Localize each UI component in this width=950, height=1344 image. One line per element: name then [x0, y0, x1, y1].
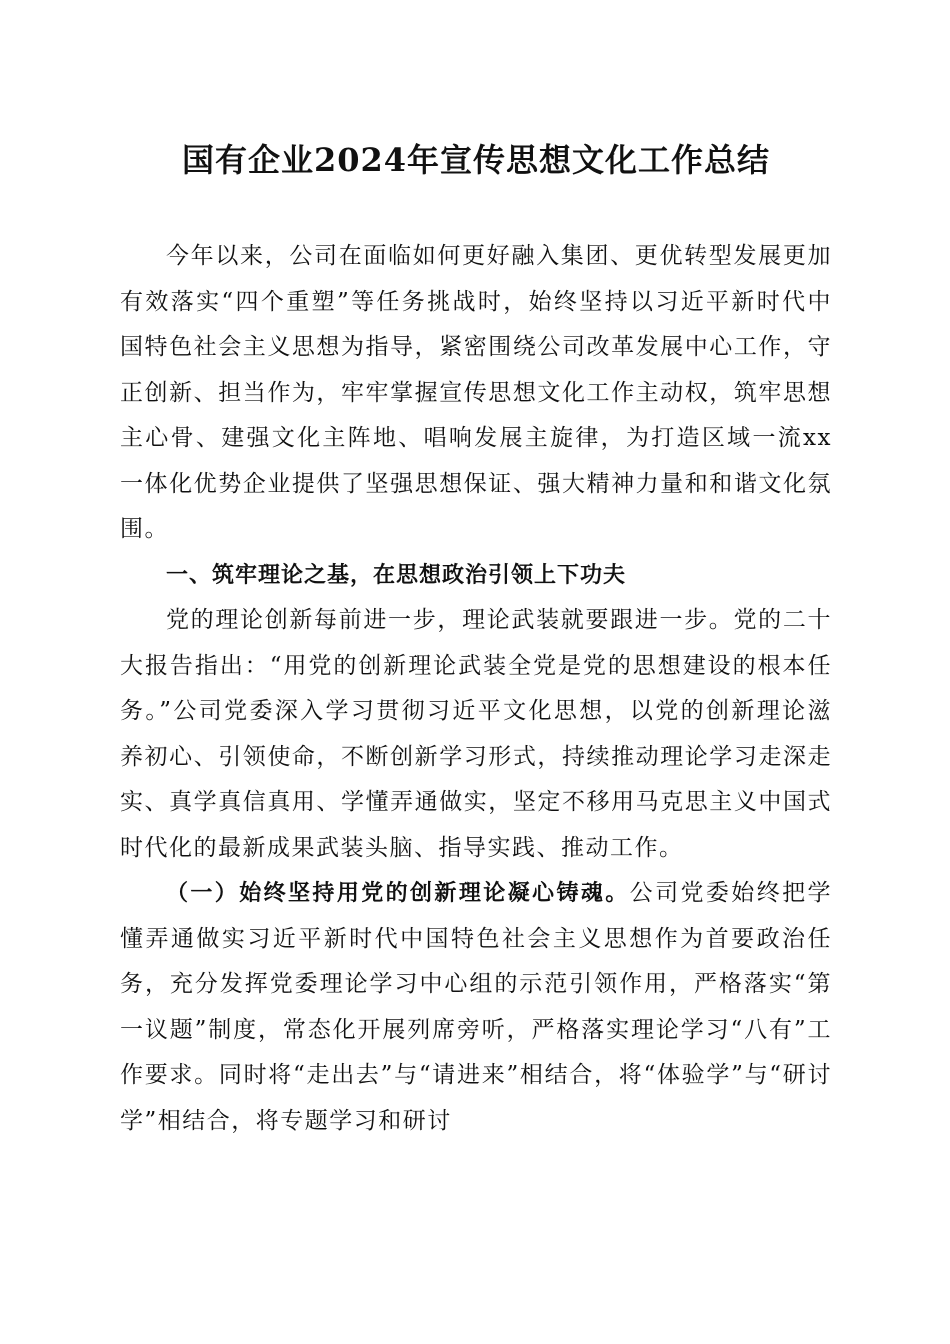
document-body	[120, 234, 832, 1144]
subsection-1-paragraph	[120, 871, 832, 1144]
document-title: 国有企业2024年宣传思想文化工作总结	[181, 141, 771, 179]
intro-paragraph: 今年以来，公司在面临如何更好融入集团、更优转型发展更加有效落实“四个重塑”等任务挑战时，始终坚持以习近平新时代中国特色社会主义思想为指导，紧密围绕公司改革发展中心工作，守正创新、担当作为，牢牢掌握宣传思想文化工作主动权，筑牢思想主心骨、建强文化主阵地、唱响发展主旋律，为打造区域一流xx一体化优势企业提供了坚强思想保证、强大精神力量和和谐文化氛围。	[120, 243, 832, 542]
section-heading-1: 一、筑牢理论之基，在思想政治引领上下功夫	[166, 562, 627, 588]
subsection-1-lead: （一）始终坚持用党的创新理论凝心铸魂。	[166, 881, 630, 906]
section-1-paragraph: 党的理论创新每前进一步，理论武装就要跟进一步。党的二十大报告指出：“用党的创新理论武装全党是党的思想建设的根本任务。”公司党委深入学习贯彻习近平文化思想，以党的创新理论滋养初心、引领使命，不断创新学习形式，持续推动理论学习走深走实、真学真信真用、学懂弄通做实，坚定不移用马克思主义中国式时代化的最新成果武装头脑、指导实践、推动工作。	[120, 607, 832, 861]
subsection-1-text: 公司党委始终把学懂弄通做实习近平新时代中国特色社会主义思想作为首要政治任务，充分发挥党委理论学习中心组的示范引领作用，严格落实“第一议题”制度，常态化开展列席旁听，严格落实理论学习“八有”工作要求。同时将“走出去”与“请进来”相结合，将“体验学”与“研讨学”相结合，将专题学习和研讨	[120, 880, 832, 1134]
